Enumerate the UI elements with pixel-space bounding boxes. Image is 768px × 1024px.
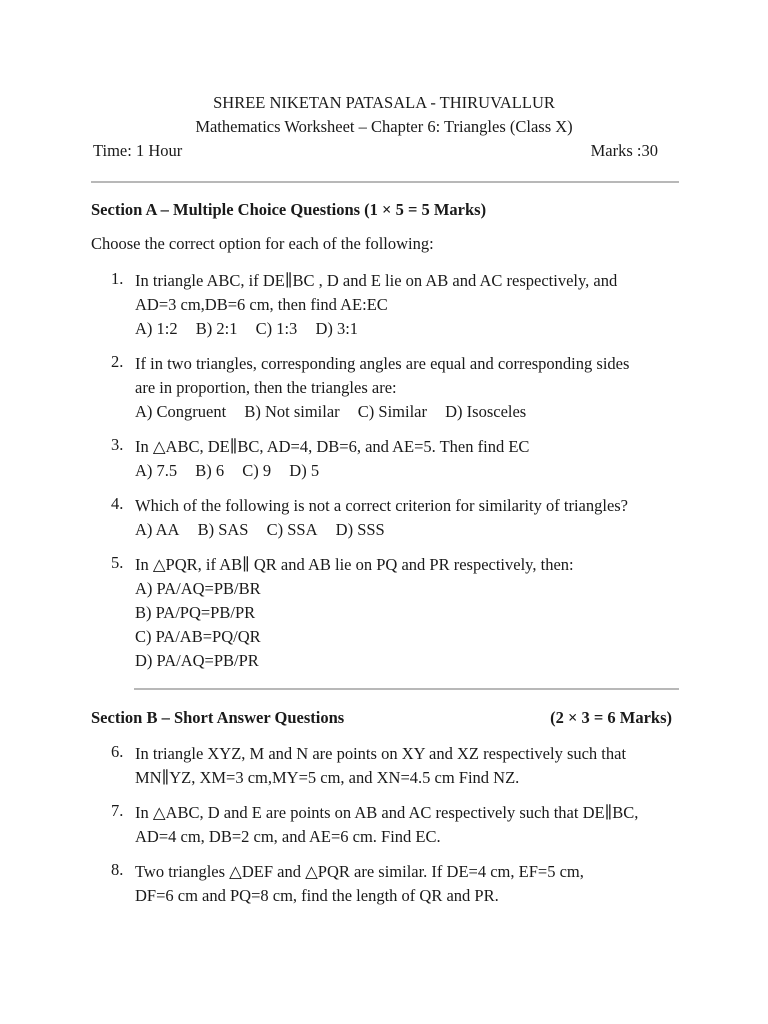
- option-c: C) 9: [242, 461, 272, 480]
- question-text: In △ABC, DE∥BC, AD=4, DB=6, and AE=5. Then find EC: [135, 437, 530, 456]
- option-d: D) SSS: [335, 520, 385, 539]
- question-text: are in proportion, then the triangles are:: [135, 378, 397, 397]
- worksheet-subtitle: Mathematics Worksheet – Chapter 6: Triangles (Class X): [195, 117, 573, 136]
- option-c: C) Similar: [357, 402, 427, 421]
- option-b: B) 6: [195, 461, 225, 480]
- option-a: A) AA: [135, 520, 180, 539]
- question-text: In △ABC, D and E are points on AB and AC respectively such that DE∥BC,: [135, 803, 639, 822]
- answer-options: [135, 459, 691, 483]
- option-c: C) PA/AB=PQ/QR: [135, 627, 261, 646]
- question-6: [111, 742, 691, 790]
- question-8: [111, 860, 691, 908]
- question-number: 6.: [111, 742, 124, 761]
- answer-options: [135, 518, 691, 542]
- question-text: Two triangles △DEF and △PQR are similar. If DE=4 cm, EF=5 cm,: [135, 862, 584, 881]
- option-c: C) SSA: [266, 520, 318, 539]
- answer-options: [135, 400, 691, 424]
- section-a-instruction: Choose the correct option for each of the following:: [91, 234, 434, 253]
- option-d: D) 5: [289, 461, 320, 480]
- option-d: D) 3:1: [315, 319, 359, 338]
- option-d: D) Isosceles: [445, 402, 527, 421]
- question-3: [111, 435, 691, 483]
- question-number: 5.: [111, 553, 124, 572]
- question-4: [111, 494, 691, 542]
- question-number: 3.: [111, 435, 124, 454]
- question-text: MN∥YZ, XM=3 cm,MY=5 cm, and XN=4.5 cm Find NZ.: [135, 768, 520, 787]
- option-b: B) Not similar: [244, 402, 340, 421]
- answer-options: [135, 317, 691, 341]
- option-a: A) Congruent: [135, 402, 227, 421]
- question-number: 2.: [111, 352, 124, 371]
- option-b: B) 2:1: [195, 319, 238, 338]
- total-marks: Marks :30: [590, 141, 658, 160]
- option-b: B) PA/PQ=PB/PR: [135, 603, 256, 622]
- option-a: A) 1:2: [135, 319, 178, 338]
- question-text: In triangle ABC, if DE∥BC , D and E lie on AB and AC respectively, and: [135, 271, 618, 290]
- school-name: SHREE NIKETAN PATASALA - THIRUVALLUR: [213, 93, 555, 112]
- question-7: [111, 801, 691, 849]
- question-5: [111, 553, 691, 673]
- question-number: 7.: [111, 801, 124, 820]
- option-a: A) 7.5: [135, 461, 178, 480]
- section-a-title: Section A – Multiple Choice Questions (1 × 5 = 5 Marks): [91, 200, 487, 219]
- question-1: [111, 269, 691, 341]
- section-divider: [134, 688, 679, 690]
- question-text: In △PQR, if AB∥ QR and AB lie on PQ and PR respectively, then:: [135, 555, 574, 574]
- question-number: 8.: [111, 860, 124, 879]
- option-d: D) PA/AQ=PB/PR: [135, 651, 259, 670]
- time-allowed: Time: 1 Hour: [93, 141, 183, 160]
- question-text: AD=3 cm,DB=6 cm, then find AE:EC: [135, 295, 388, 314]
- section-b-marks: (2 × 3 = 6 Marks): [550, 708, 672, 727]
- question-text: If in two triangles, corresponding angles are equal and corresponding sides: [135, 354, 630, 373]
- option-c: C) 1:3: [255, 319, 298, 338]
- option-a: A) PA/AQ=PB/BR: [135, 579, 261, 598]
- question-text: Which of the following is not a correct criterion for similarity of triangles?: [135, 496, 629, 515]
- option-b: B) SAS: [197, 520, 249, 539]
- question-text: DF=6 cm and PQ=8 cm, find the length of QR and PR.: [135, 886, 499, 905]
- question-number: 4.: [111, 494, 124, 513]
- question-2: [111, 352, 691, 424]
- question-text: AD=4 cm, DB=2 cm, and AE=6 cm. Find EC.: [135, 827, 441, 846]
- section-b-title: Section B – Short Answer Questions: [91, 708, 345, 727]
- question-text: In triangle XYZ, M and N are points on XY and XZ respectively such that: [135, 744, 627, 763]
- question-number: 1.: [111, 269, 124, 288]
- header-divider: [91, 181, 679, 183]
